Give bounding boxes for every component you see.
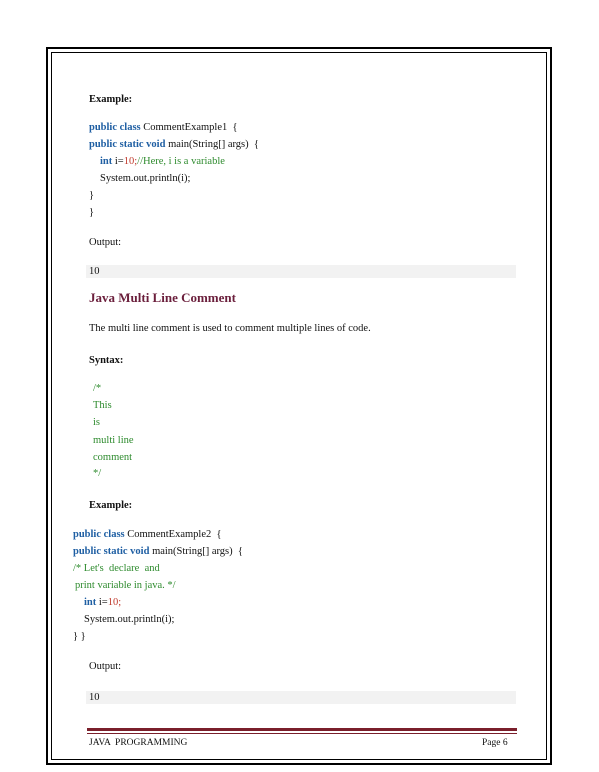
code-text: main(String[] args) { — [149, 546, 243, 557]
footer-rule — [87, 728, 517, 731]
code-text: main(String[] args) { — [165, 139, 259, 150]
code-keyword: int — [100, 156, 113, 167]
syntax-line: /* — [93, 383, 102, 394]
example1-heading: Example: — [89, 94, 133, 105]
code-text: CommentExample1 { — [140, 122, 238, 133]
code-keyword: public class — [89, 122, 141, 133]
output-value: 10 — [89, 266, 100, 277]
code-comment: print variable in java. */ — [75, 580, 176, 591]
output-value: 10 — [89, 692, 100, 703]
code-text: ; — [134, 156, 138, 167]
code-number: 10 — [123, 156, 135, 167]
section-heading: Java Multi Line Comment — [89, 290, 236, 305]
code-line — [73, 529, 222, 541]
footer-title: JAVA PROGRAMMING — [89, 738, 188, 748]
code-keyword: int — [84, 597, 97, 608]
code-number: 10 — [107, 597, 119, 608]
output-label: Output: — [89, 661, 122, 672]
code-keyword: public static void — [73, 546, 150, 557]
code-text: i= — [96, 597, 108, 608]
syntax-line: is — [93, 417, 101, 428]
code-line — [89, 122, 238, 134]
code-text: ; — [118, 597, 122, 608]
syntax-label: Syntax: — [89, 355, 124, 366]
code-line: System.out.println(i); — [100, 173, 191, 184]
code-comment: //Here, i is a variable — [137, 156, 225, 167]
code-comment: /* Let's declare and — [73, 563, 160, 574]
code-keyword: public class — [73, 529, 125, 540]
output-box — [86, 691, 516, 704]
code-line — [89, 139, 259, 151]
code-line: System.out.println(i); — [84, 614, 175, 625]
code-line — [100, 156, 225, 168]
code-line — [73, 546, 243, 558]
code-line: } — [89, 190, 95, 201]
output-box — [86, 265, 516, 278]
code-text: i= — [112, 156, 124, 167]
example2-heading: Example: — [89, 500, 133, 511]
section-description: The multi line comment is used to comment multiple lines of code. — [89, 323, 371, 334]
page-number: Page 6 — [482, 738, 508, 748]
footer-rule — [87, 733, 517, 734]
code-keyword: public static void — [89, 139, 166, 150]
code-line: } } — [73, 631, 86, 642]
syntax-line: comment — [93, 452, 133, 463]
code-line — [84, 597, 121, 609]
syntax-line: This — [93, 400, 112, 411]
syntax-line: multi line — [93, 435, 134, 446]
code-text: CommentExample2 { — [124, 529, 222, 540]
output-label: Output: — [89, 237, 122, 248]
code-line: } — [89, 207, 95, 218]
syntax-line: */ — [93, 468, 102, 479]
